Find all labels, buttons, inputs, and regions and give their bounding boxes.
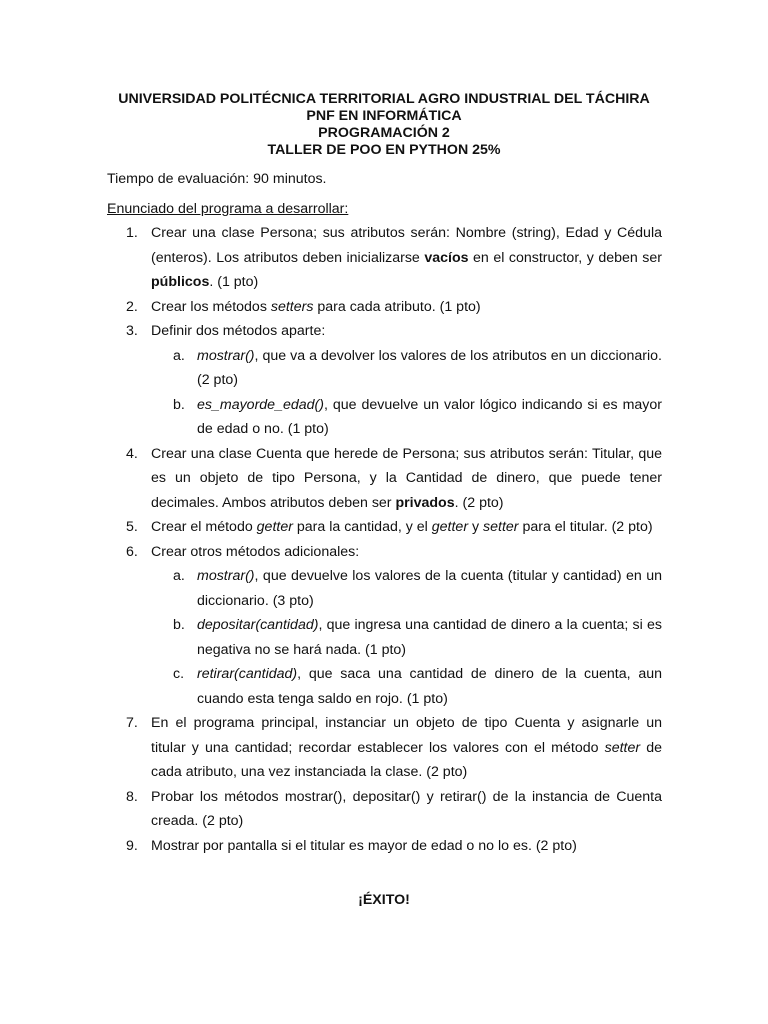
list-item (107, 295, 662, 320)
italic-text: getter (256, 519, 293, 535)
item-text: para el titular. (2 pto) (518, 519, 653, 535)
sub-item-letter: c. (173, 666, 185, 682)
list-item (107, 221, 662, 295)
method-name: depositar(cantidad) (197, 617, 319, 633)
evaluation-time: Tiempo de evaluación: 90 minutos. (107, 171, 327, 187)
program-name: PNF EN INFORMÁTICA (306, 108, 462, 124)
sub-list-item (107, 393, 662, 442)
item-text: En el programa principal, instanciar un objeto de tipo Cuenta y asignarle un titular y una cantidad; recordar establecer los valores con el método (151, 715, 662, 756)
item-number: 4. (126, 445, 138, 462)
list-item (107, 834, 662, 859)
item-number: 5. (126, 519, 138, 535)
sub-item-text: , que devuelve un valor lógico indicando si es mayor de edad o no. (1 pto) (197, 396, 662, 437)
item-number: 8. (126, 788, 138, 805)
sub-item-letter: b. (173, 396, 185, 413)
statement-heading: Enunciado del programa a desarrollar: (107, 200, 349, 217)
item-text: para cada atributo. (1 pto) (313, 298, 481, 315)
item-text: y (468, 519, 484, 535)
sub-list-item (107, 344, 662, 393)
italic-text: setter (604, 739, 641, 756)
sub-item-text: , que devuelve los valores de la cuenta (titular y cantidad) en un diccionario. (3 pto) (197, 568, 662, 609)
course-name: PROGRAMACIÓN 2 (318, 125, 450, 141)
emphasis-text: privados (395, 494, 455, 511)
sub-item-letter: a. (173, 347, 185, 364)
item-text: Crear el método (151, 519, 257, 535)
item-text: en el constructor, y deben ser (468, 249, 662, 266)
list-item (107, 711, 662, 785)
method-name: mostrar() (197, 347, 255, 364)
list-item (107, 319, 662, 344)
sub-list-item (107, 564, 662, 613)
item-text: Crear los métodos (151, 298, 271, 315)
list-item (107, 540, 662, 565)
emphasis-text: públicos (151, 274, 210, 290)
workshop-title: TALLER DE POO EN PYTHON 25% (267, 142, 501, 158)
method-name: es_mayorde_edad() (197, 396, 324, 413)
sub-list-item (107, 662, 662, 711)
item-text: . (2 pto) (454, 494, 504, 511)
university-name: UNIVERSIDAD POLITÉCNICA TERRITORIAL AGRO INDUSTRIAL DEL TÁCHIRA (118, 91, 650, 107)
emphasis-text: vacíos (424, 249, 469, 266)
item-text: Crear una clase Cuenta que herede de Persona; sus atributos serán: Titular, que es un objeto de tipo Persona, y la Cantidad de dinero, que puede tener decimales. Ambos atributos deben ser (151, 445, 662, 511)
sub-item-letter: a. (173, 568, 185, 584)
item-text: Definir dos métodos aparte: (151, 323, 326, 339)
closing-message: ¡ÉXITO! (358, 892, 410, 908)
italic-text: setter (483, 519, 519, 535)
item-text: Probar los métodos mostrar(), depositar() y retirar() de la instancia de Cuenta creada. (2 pto) (151, 788, 662, 829)
item-text: de cada atributo, una vez instanciada la clase. (2 pto) (151, 739, 662, 780)
sub-item-letter: b. (173, 617, 185, 633)
sub-item-text: , que va a devolver los valores de los atributos en un diccionario. (2 pto) (197, 347, 662, 388)
sub-item-text: , que saca una cantidad de dinero de la cuenta, aun cuando esta tenga saldo en rojo. (1 pto) (197, 666, 662, 707)
exercise-list (107, 221, 662, 858)
italic-text: setters (270, 298, 314, 315)
method-name: retirar(cantidad) (197, 666, 298, 682)
item-text: Mostrar por pantalla si el titular es mayor de edad o no lo es. (2 pto) (151, 837, 577, 854)
method-name: mostrar() (197, 568, 255, 584)
item-number: 2. (126, 298, 138, 315)
italic-text: getter (431, 519, 469, 535)
item-text: . (1 pto) (209, 274, 259, 290)
list-item (107, 442, 662, 516)
list-item (107, 515, 662, 540)
item-text: Crear una clase Persona; sus atributos serán: Nombre (string), Edad y Cédula (enteros). Los atributos deben inicializarse (151, 225, 662, 266)
sub-list-item (107, 613, 662, 662)
list-item (107, 785, 662, 834)
item-number: 3. (126, 323, 138, 339)
item-number: 7. (126, 715, 138, 731)
evaluation-info (107, 167, 667, 221)
item-text: para la cantidad, y el (292, 519, 432, 535)
item-number: 9. (126, 837, 138, 854)
item-number: 6. (126, 543, 138, 560)
item-text: Crear otros métodos adicionales: (151, 543, 360, 560)
item-number: 1. (126, 225, 138, 241)
sub-item-text: , que ingresa una cantidad de dinero a la cuenta; si es negativa no se hará nada. (1 pto) (197, 617, 662, 658)
document-header (0, 91, 768, 159)
